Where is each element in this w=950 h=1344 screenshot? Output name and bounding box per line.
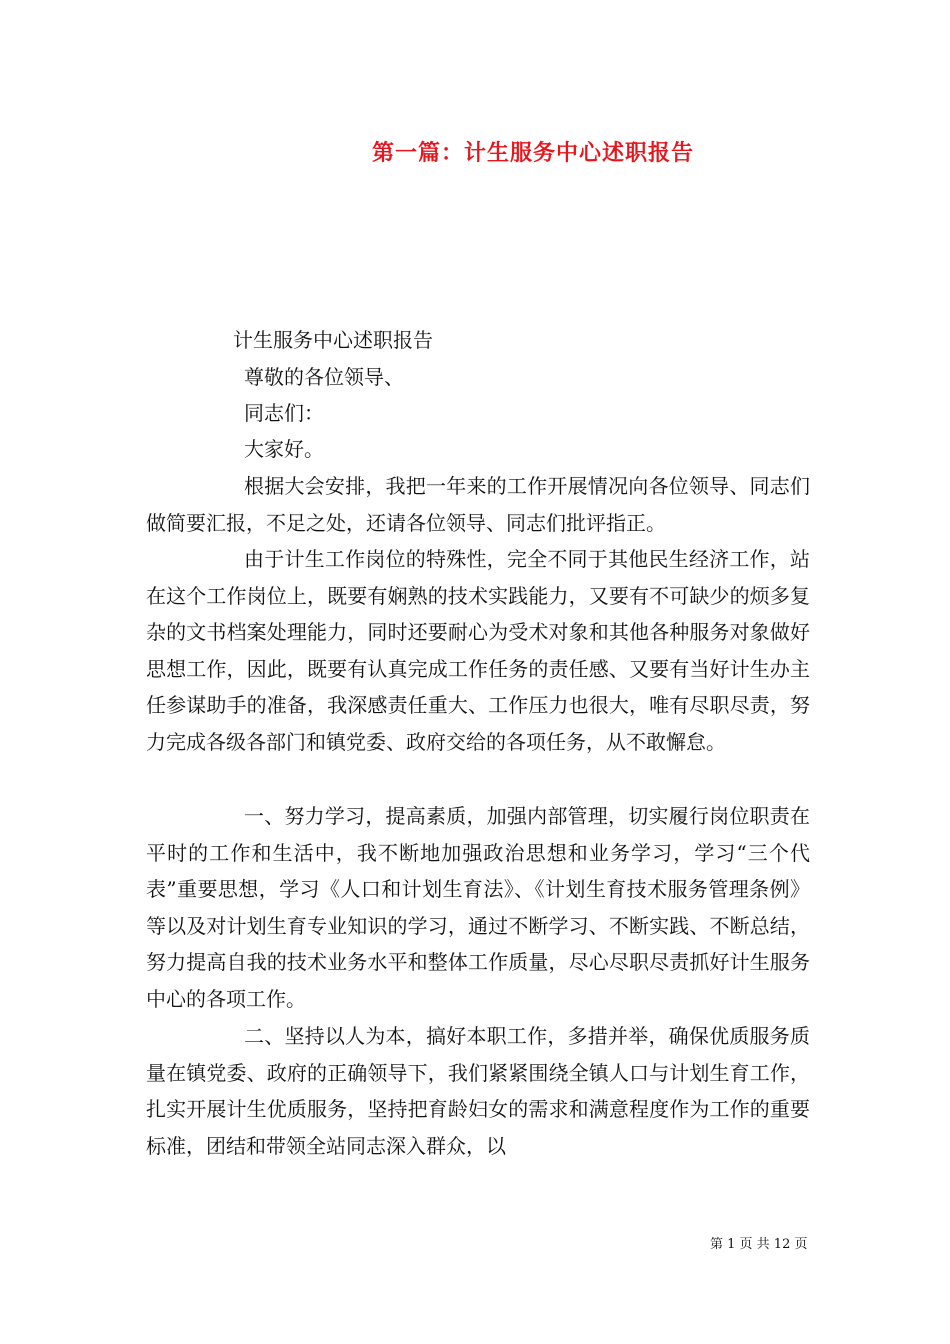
paragraph-background: 由于计生工作岗位的特殊性，完全不同于其他民生经济工作，站在这个工作岗位上，既要有娴熟的技术实践能力，又要有不可缺少的烦多复杂的文书档案处理能力，同时还要耐心为受术对象和其他各种服务对象做好思想工作，因此，既要有认真完成工作任务的责任感、又要有当好计生办主任参谋助手的准备，我深感责任重大、工作压力也很大，唯有尽职尽责，努力完成各级各部门和镇党委、政府交给的各项任务，从不敢懈怠。	[146, 547, 810, 754]
paragraph-section-1: 一、努力学习，提高素质，加强内部管理，切实履行岗位职责在平时的工作和生活中，我不断地加强政治思想和业务学习，学习“三个代表”重要思想，学习《人口和计划生育法》、《计划生育技术服务管理条例》等以及对计划生育专业知识的学习，通过不断学习、不断实践、不断总结，努力提高自我的技术业务水平和整体工作质量，尽心尽职尽责抓好计生服务中心的各项工作。	[146, 804, 810, 1011]
paragraph-section-2: 二、坚持以人为本，搞好本职工作，多措并举，确保优质服务质量在镇党委、政府的正确领导下，我们紧紧围绕全镇人口与计划生育工作，扎实开展计生优质服务，坚持把育龄妇女的需求和满意程度作为工作的重要标准，团结和带领全站同志深入群众，以	[146, 1024, 810, 1158]
salutation-line-2: 同志们：	[244, 401, 324, 425]
page-footer: 第 1 页 共 12 页	[710, 1237, 808, 1252]
paragraph-intro: 根据大会安排，我把一年来的工作开展情况向各位领导、同志们做简要汇报，不足之处，还请各位领导、同志们批评指正。	[146, 474, 810, 535]
greeting: 大家好。	[244, 437, 324, 461]
report-heading: 计生服务中心述职报告	[233, 328, 433, 352]
salutation-line-1: 尊敬的各位领导、	[244, 365, 404, 389]
document-title: 第一篇：计生服务中心述职报告	[372, 140, 695, 166]
